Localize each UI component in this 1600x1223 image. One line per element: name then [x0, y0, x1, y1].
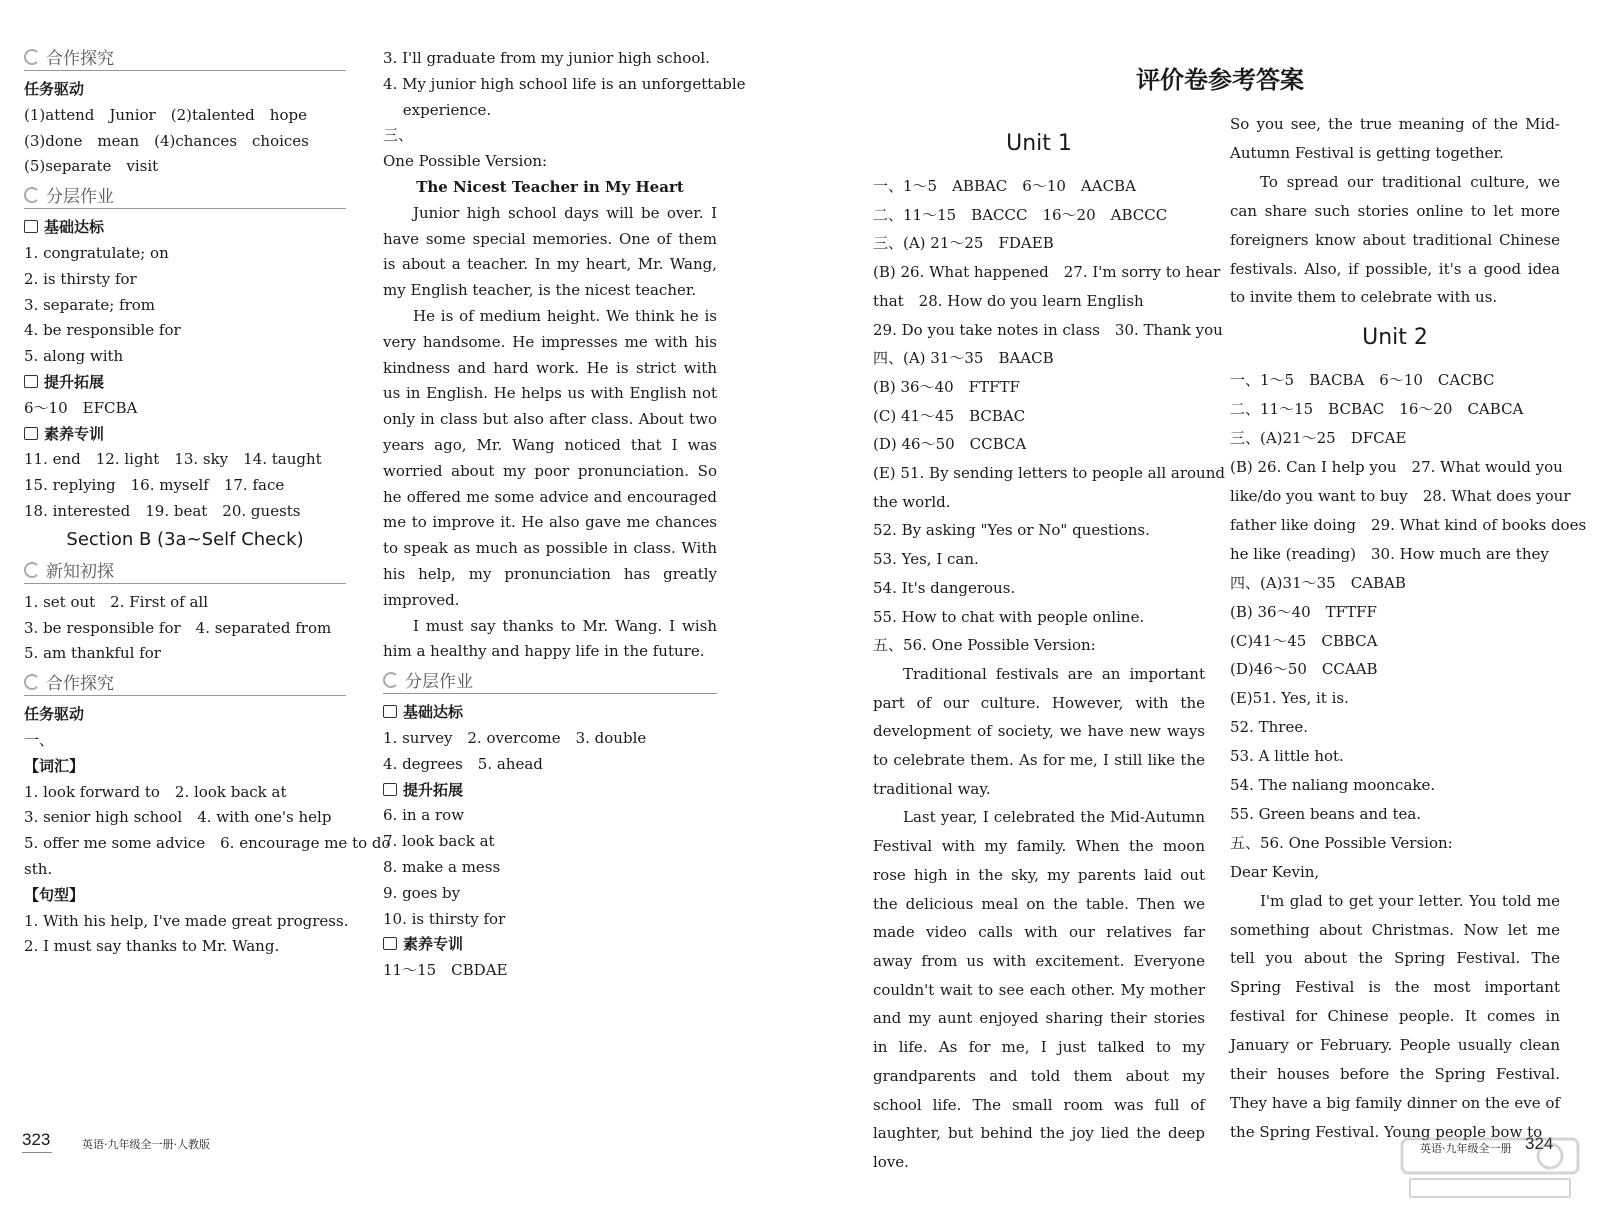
answer-line: Dear Kevin, — [1230, 862, 1320, 881]
subsection-header — [24, 215, 346, 241]
section-icon — [24, 674, 40, 690]
page-number-left: 323 — [22, 1130, 51, 1149]
subsection-header — [24, 422, 346, 448]
paragraph: To spread our traditional culture, we can share such stories online to let more foreigners know about traditional Chinese festivals. Also, if possible, it's a good idea to invite them to celebrate with us. — [1230, 172, 1560, 307]
answer-line: (B) 26. What happened 27. I'm sorry to hear — [873, 263, 1221, 282]
answer-line: father like doing 29. What kind of books does — [1230, 515, 1587, 534]
answer-line: 52. Three. — [1230, 718, 1308, 737]
answer-line: 11～15 CBDAE — [383, 961, 508, 980]
answer-line: 一、1～5 BACBA 6～10 CACBC — [1230, 371, 1495, 390]
answer-line: 1. congratulate; on — [24, 243, 169, 262]
subsection-icon — [24, 220, 38, 233]
answer-line: 1. survey 2. overcome 3. double — [383, 728, 647, 747]
answer-line: (E)51. Yes, it is. — [1230, 689, 1349, 708]
answer-line: 52. By asking "Yes or No" questions. — [873, 521, 1150, 540]
section-header-text: 合作探究 — [46, 49, 114, 69]
watermark-logo — [1400, 1133, 1580, 1203]
answer-line: 一、1～5 ABBAC 6～10 AACBA — [873, 177, 1136, 195]
subsection-header-text: 基础达标 — [403, 703, 464, 722]
answer-line: (C)41～45 CBBCA — [1230, 631, 1378, 650]
answer-line: 4. be responsible for — [24, 321, 181, 340]
answer-line: 二、11～15 BCBAC 16～20 CABCA — [1230, 400, 1524, 419]
paragraph: I'm glad to get your letter. You told me something about Christmas. Now let me tell you about the Spring Festival. The Spring Festival is the most important festival for Chinese people. It comes in January or February. People usually clean their houses before the Spring Festival. They have a big family dinner on the eve of the Spring Festival. Young people bow to — [1230, 891, 1560, 1141]
section-title: Section B (3a~Self Check) — [66, 528, 304, 550]
subsection-icon — [24, 375, 38, 388]
paragraph: So you see, the true meaning of the Mid-Autumn Festival is getting together. — [1230, 115, 1560, 162]
left-column-1 — [24, 42, 391, 960]
section-header — [24, 184, 346, 209]
answer-line: 1. set out 2. First of all — [24, 592, 209, 611]
answer-line: (3)done mean (4)chances choices — [24, 131, 309, 150]
subsection-header: 【句型】 — [24, 885, 85, 904]
answer-line: (E) 51. By sending letters to people all around — [873, 464, 1225, 483]
paragraph: Junior high school days will be over. I have some special memories. One of them is about a teacher. In my heart, Mr. Wang, my English teacher, is the nicest teacher. — [383, 203, 717, 300]
answer-line: 三、(A)21～25 DFCAE — [1230, 429, 1407, 448]
footer-rule — [22, 1152, 52, 1153]
subsection-header-text: 提升拓展 — [403, 780, 464, 799]
answer-line: 三、 — [383, 126, 414, 145]
subsection-header-text: 素养专训 — [44, 424, 105, 443]
subsection-header-text: 素养专训 — [403, 935, 464, 954]
answer-line: 四、(A) 31～35 BAACB — [873, 349, 1054, 368]
page-number-right: 324 — [1525, 1134, 1554, 1153]
answer-line: the world. — [873, 492, 951, 511]
answer-line: 2. is thirsty for — [24, 269, 137, 288]
answer-line: 54. The naliang mooncake. — [1230, 776, 1436, 795]
answer-line: 二、11～15 BACCC 16～20 ABCCC — [873, 205, 1168, 224]
paragraph: He is of medium height. We think he is very handsome. He impresses me with his kindness and hard work. He is strict with us in English. He helps us with English not only in class but also after class. About two years ago, Mr. Wang noticed that I was worried about my poor pronunciation. So he offered me some advice and encouraged me to improve it. He also gave me chances to speak as much as possible in class. With his help, my pronunciation has greatly improved. — [383, 306, 717, 609]
section-icon — [24, 49, 40, 65]
answer-line: 7. look back at — [383, 832, 495, 851]
answer-line: 三、(A) 21～25 FDAEB — [873, 234, 1054, 253]
answer-line: experience. — [383, 100, 492, 119]
answer-line: 2. I must say thanks to Mr. Wang. — [24, 937, 280, 956]
subsection-header-text: 提升拓展 — [44, 372, 105, 391]
section-header-text: 合作探究 — [46, 674, 114, 695]
answer-line: 5. along with — [24, 347, 124, 366]
section-header-text: 新知初探 — [46, 561, 114, 582]
answer-line: 15. replying 16. myself 17. face — [24, 476, 285, 495]
footer-left: 英语·九年级全一册·人教版 — [82, 1138, 210, 1151]
right-page — [800, 0, 1600, 1223]
answer-line: 55. Green beans and tea. — [1230, 804, 1422, 823]
right-column-2 — [1230, 110, 1587, 1147]
answer-line: (1)attend Junior (2)talented hope — [24, 105, 307, 124]
answer-line: 4. My junior high school life is an unforgettable — [383, 74, 746, 93]
answer-line: 3. I'll graduate from my junior high school. — [383, 49, 710, 67]
footer-right: 英语·九年级全一册 — [1420, 1142, 1512, 1155]
answer-line: 11. end 12. light 13. sky 14. taught — [24, 450, 322, 469]
answer-line: that 28. How do you learn English — [873, 291, 1144, 310]
answer-line: 3. separate; from — [24, 295, 156, 314]
answer-line: 6～10 EFCBA — [24, 398, 138, 417]
answer-line: 54. It's dangerous. — [873, 578, 1016, 597]
answer-line: (D) 46～50 CCBCA — [873, 435, 1027, 454]
answer-line: 53. Yes, I can. — [873, 550, 979, 569]
answer-key-title: 评价卷参考答案 — [1136, 66, 1304, 94]
answer-line: 1. With his help, I've made great progress. — [24, 911, 349, 930]
section-icon — [383, 672, 399, 688]
answer-line: 53. A little hot. — [1230, 747, 1344, 766]
answer-line: 3. senior high school 4. with one's help — [24, 808, 332, 827]
answer-line: he like (reading) 30. How much are they — [1230, 544, 1549, 563]
answer-line: (5)separate visit — [24, 157, 159, 176]
subsection-icon — [383, 783, 397, 796]
answer-line: sth. — [24, 859, 53, 878]
answer-line: (B) 36～40 TFTFF — [1230, 602, 1377, 621]
answer-line: 五、56. One Possible Version: — [873, 636, 1096, 655]
subsection-header: 任务驱动 — [24, 705, 85, 724]
section-header — [383, 669, 717, 694]
subsection-icon — [383, 937, 397, 950]
subsection-header-text: 基础达标 — [44, 218, 105, 237]
subsection-icon — [383, 705, 397, 718]
answer-line: 29. Do you take notes in class 30. Thank you — [873, 320, 1223, 339]
subsection-header — [24, 370, 346, 396]
unit-title: Unit 1 — [1006, 131, 1072, 156]
answer-line: 55. How to chat with people online. — [873, 607, 1145, 626]
answer-line: 10. is thirsty for — [383, 909, 506, 928]
answer-line: 5. am thankful for — [24, 644, 161, 663]
answer-line: like/do you want to buy 28. What does your — [1230, 486, 1571, 505]
answer-line: 9. goes by — [383, 883, 461, 902]
answer-line: 8. make a mess — [383, 857, 501, 876]
answer-line: 一、 — [24, 730, 55, 749]
paragraph: I must say thanks to Mr. Wang. I wish him a healthy and happy life in the future. — [383, 616, 717, 661]
section-header — [24, 671, 346, 696]
essay-title: The Nicest Teacher in My Heart — [416, 177, 684, 196]
answer-line: 18. interested 19. beat 20. guests — [24, 501, 301, 520]
left-column-2 — [383, 46, 746, 984]
unit-title: Unit 2 — [1362, 325, 1428, 351]
section-header — [24, 559, 346, 584]
answer-line: (B) 26. Can I help you 27. What would you — [1230, 458, 1563, 477]
section-header-text: 分层作业 — [46, 187, 114, 208]
section-header-text: 分层作业 — [405, 672, 473, 693]
answer-line: 5. offer me some advice 6. encourage me to do — [24, 834, 391, 853]
answer-line: 1. look forward to 2. look back at — [24, 782, 287, 801]
answer-line: 四、(A)31～35 CABAB — [1230, 573, 1406, 592]
answer-line: One Possible Version: — [383, 152, 548, 171]
section-header — [24, 46, 346, 71]
subsection-header — [383, 932, 717, 958]
answer-line: (D)46～50 CCAAB — [1230, 660, 1378, 679]
subsection-header — [383, 700, 717, 726]
subsection-header: 任务驱动 — [24, 80, 85, 98]
subsection-header — [383, 778, 717, 804]
answer-line: 6. in a row — [383, 806, 465, 825]
answer-line: (B) 36～40 FTFTF — [873, 377, 1020, 396]
subsection-icon — [24, 427, 38, 440]
paragraph: Traditional festivals are an important part of our culture. However, with the development of society, we have new ways to celebrate them. As for me, I still like the traditional way. — [873, 664, 1205, 798]
answer-line: 五、56. One Possible Version: — [1230, 833, 1453, 852]
answer-line: 4. degrees 5. ahead — [383, 754, 543, 773]
right-column-1 — [873, 118, 1225, 1177]
answer-line: (C) 41～45 BCBAC — [873, 406, 1026, 425]
answer-line: 3. be responsible for 4. separated from — [24, 618, 332, 637]
section-icon — [24, 562, 40, 578]
paragraph: Last year, I celebrated the Mid-Autumn Festival with my family. When the moon rose high in the sky, my parents laid out the delicious meal on the table. Then we made video calls with our relatives far away from us with excitement. Everyone couldn't wait to see each other. My mother and my aunt enjoyed sharing their stories in life. As for me, I just talked to my grandparents and told them about my school life. The small room was full of laughter, but behind the joy lied the deep love. — [873, 808, 1205, 1171]
section-icon — [24, 187, 40, 203]
subsection-header: 【词汇】 — [24, 756, 85, 775]
